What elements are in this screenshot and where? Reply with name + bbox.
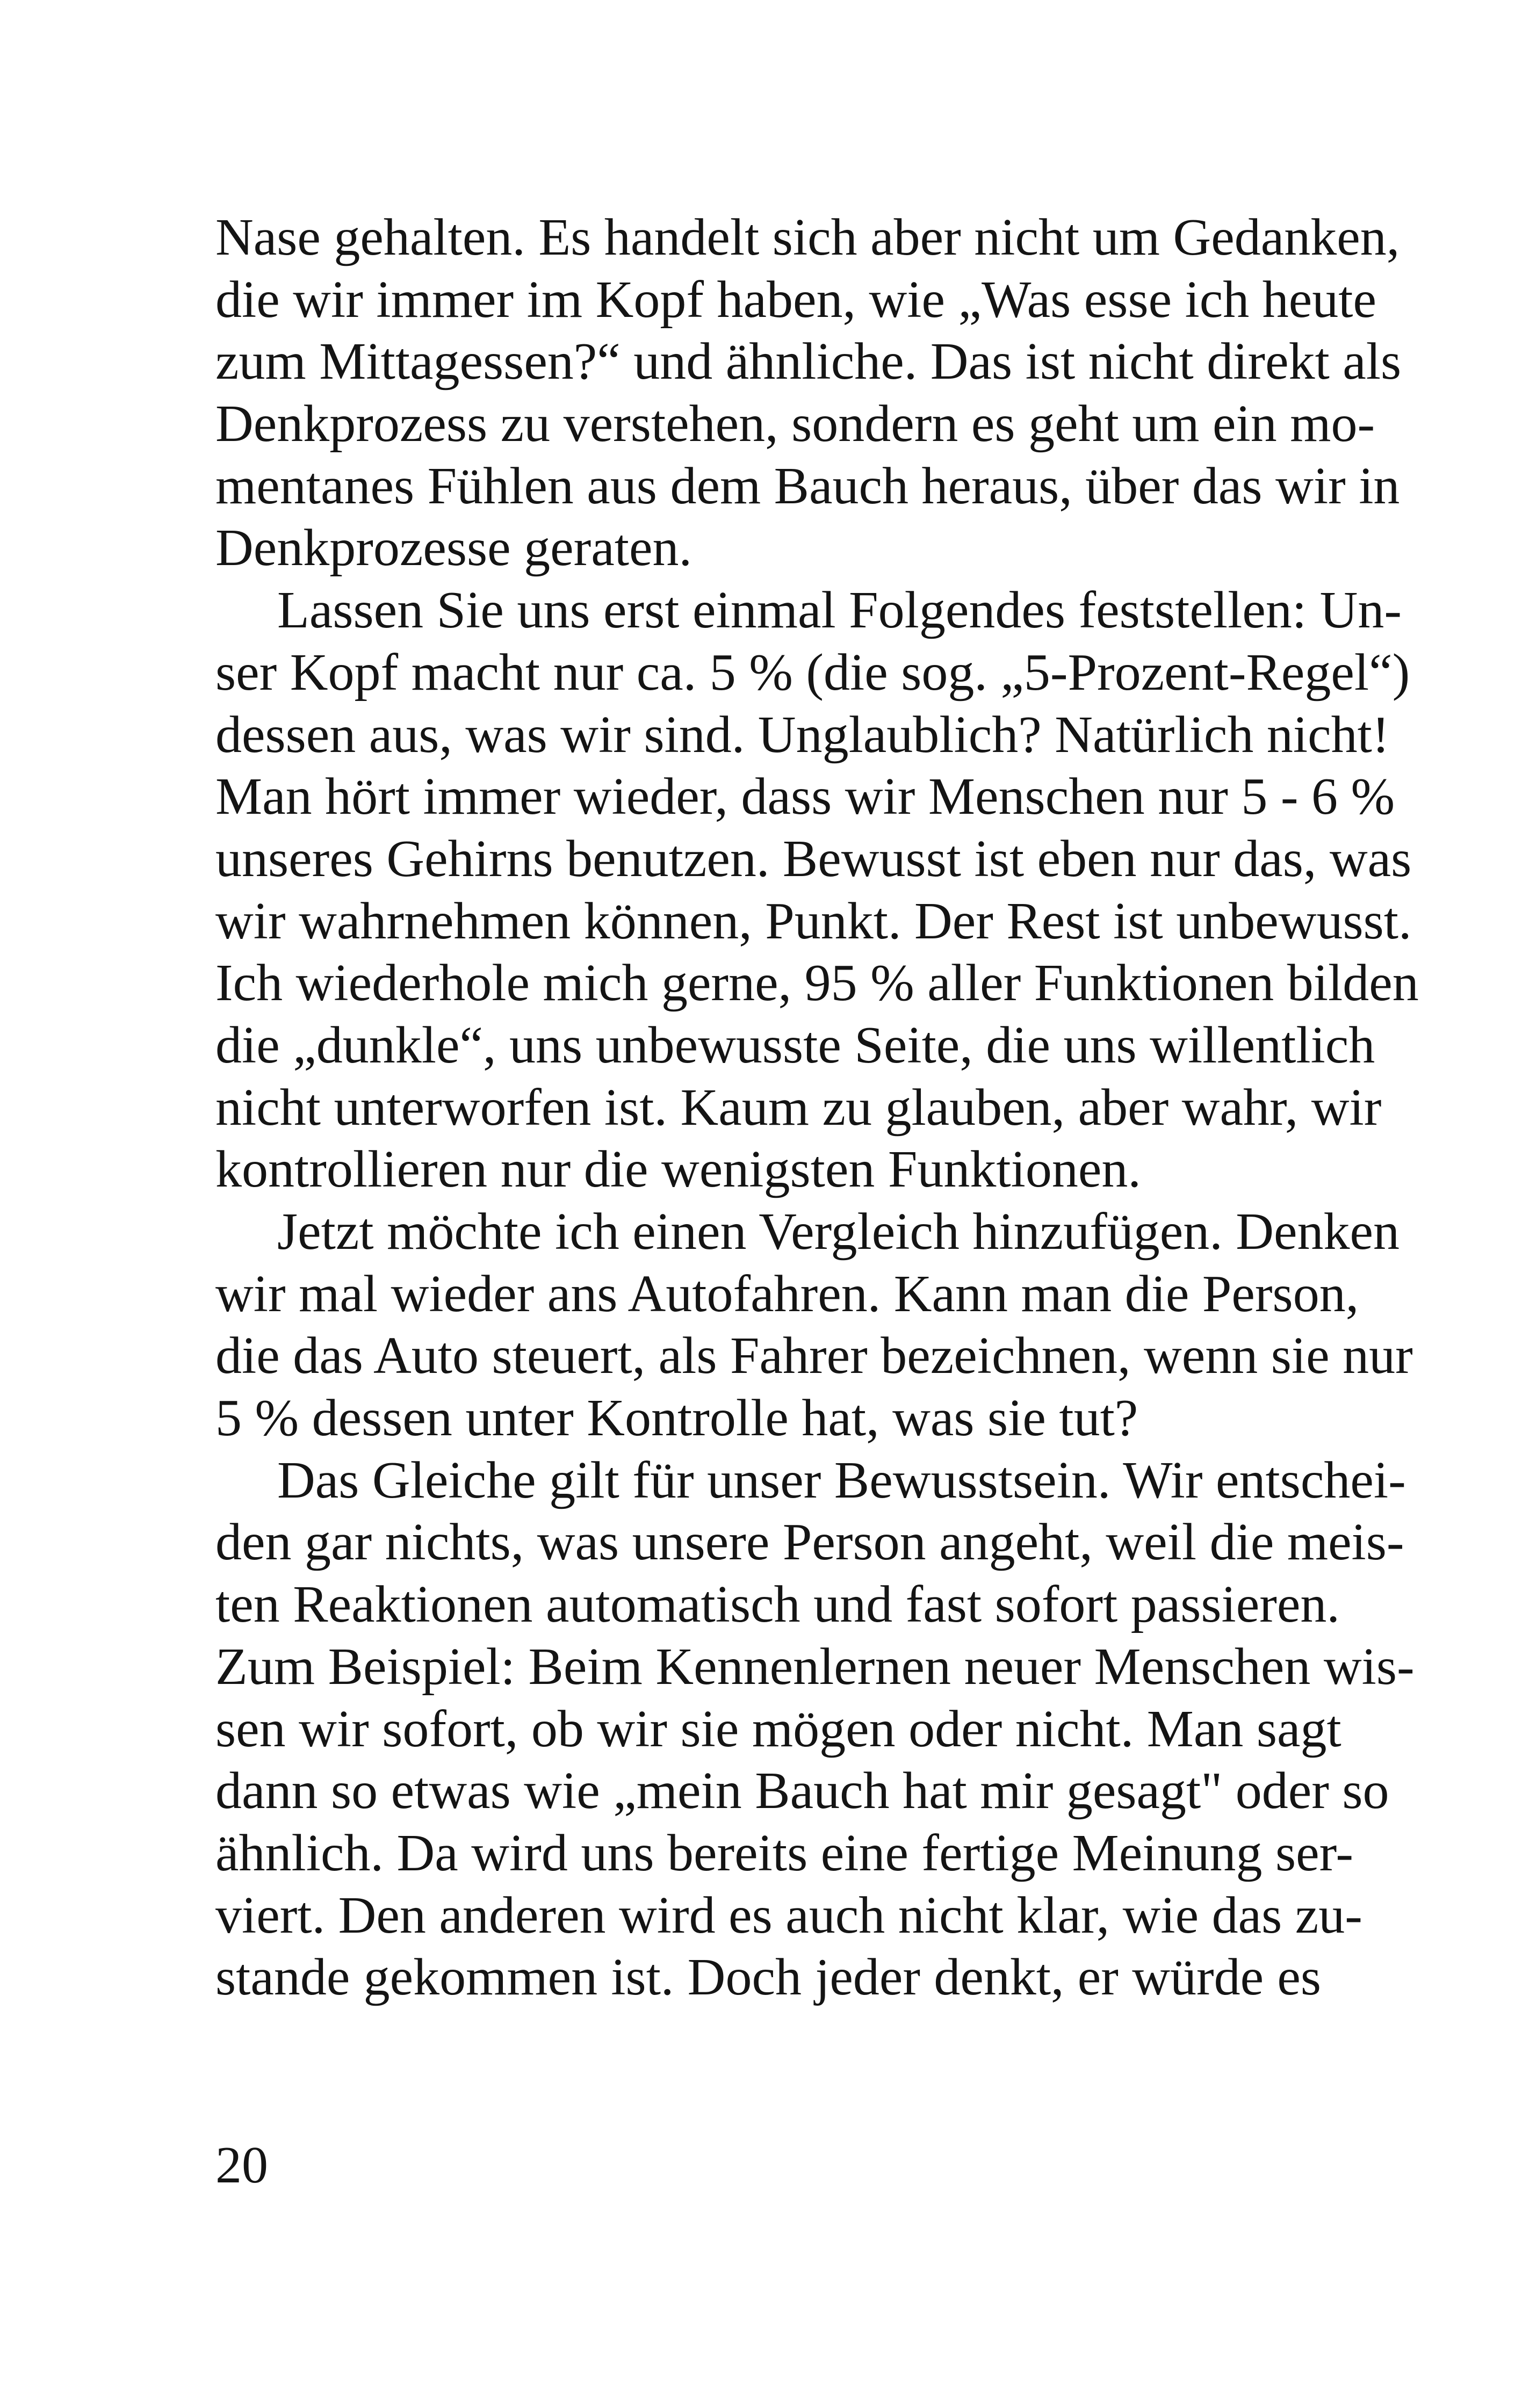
text-line: Denkprozess zu verstehen, sondern es geht um ein mo- <box>215 395 1375 453</box>
text-line: mentanes Fühlen aus dem Bauch heraus, über das wir in <box>215 457 1400 515</box>
text-line: Man hört immer wieder, dass wir Menschen nur 5 - 6 % <box>215 768 1395 826</box>
text-line: viert. Den anderen wird es auch nicht klar, wie das zu- <box>215 1886 1362 1944</box>
text-line: dann so etwas wie „mein Bauch hat mir gesagt" oder so <box>215 1762 1389 1820</box>
text-line: kontrollieren nur die wenigsten Funktionen. <box>215 1140 1141 1199</box>
text-line: ser Kopf macht nur ca. 5 % (die sog. „5-Prozent-Regel“) <box>215 643 1410 702</box>
text-line: Zum Beispiel: Beim Kennenlernen neuer Menschen wis- <box>215 1637 1415 1696</box>
text-line: ähnlich. Da wird uns bereits eine fertige Meinung ser- <box>215 1824 1353 1882</box>
text-line: unseres Gehirns benutzen. Bewusst ist eben nur das, was <box>215 829 1412 888</box>
text-line: wir mal wieder ans Autofahren. Kann man die Person, <box>215 1264 1359 1323</box>
text-line: die das Auto steuert, als Fahrer bezeichnen, wenn sie nur <box>215 1327 1413 1385</box>
text-line: Nase gehalten. Es handelt sich aber nicht um Gedanken, <box>215 208 1400 266</box>
text-line: stande gekommen ist. Doch jeder denkt, er würde es <box>215 1948 1321 2007</box>
text-line: wir wahrnehmen können, Punkt. Der Rest ist unbewusst. <box>215 892 1412 950</box>
text-line: zum Mittagessen?“ und ähnliche. Das ist nicht direkt als <box>215 332 1402 391</box>
text-line: Jetzt möchte ich einen Vergleich hinzufügen. Denken <box>277 1203 1400 1261</box>
text-line: dessen aus, was wir sind. Unglaublich? Natürlich nicht! <box>215 705 1390 764</box>
text-line: ten Reaktionen automatisch und fast sofort passieren. <box>215 1575 1340 1634</box>
text-line: 5 % dessen unter Kontrolle hat, was sie tut? <box>215 1389 1138 1448</box>
text-line: Denkprozesse geraten. <box>215 519 693 577</box>
text-line: Ich wiederhole mich gerne, 95 % aller Funktionen bilden <box>215 954 1419 1013</box>
body-text <box>215 207 1419 2009</box>
text-line: sen wir sofort, ob wir sie mögen oder nicht. Man sagt <box>215 1700 1341 1758</box>
text-line: nicht unterworfen ist. Kaum zu glauben, aber wahr, wir <box>215 1078 1382 1137</box>
text-line: die wir immer im Kopf haben, wie „Was esse ich heute <box>215 270 1377 329</box>
text-line: den gar nichts, was unsere Person angeht, weil die meis- <box>215 1513 1404 1572</box>
text-line: die „dunkle“, uns unbewusste Seite, die uns willentlich <box>215 1016 1375 1074</box>
text-line: Das Gleiche gilt für unser Bewusstsein. Wir entschei- <box>277 1451 1406 1509</box>
text-line: Lassen Sie uns erst einmal Folgendes feststellen: Un- <box>277 581 1402 640</box>
page-number: 20 <box>215 2136 268 2194</box>
